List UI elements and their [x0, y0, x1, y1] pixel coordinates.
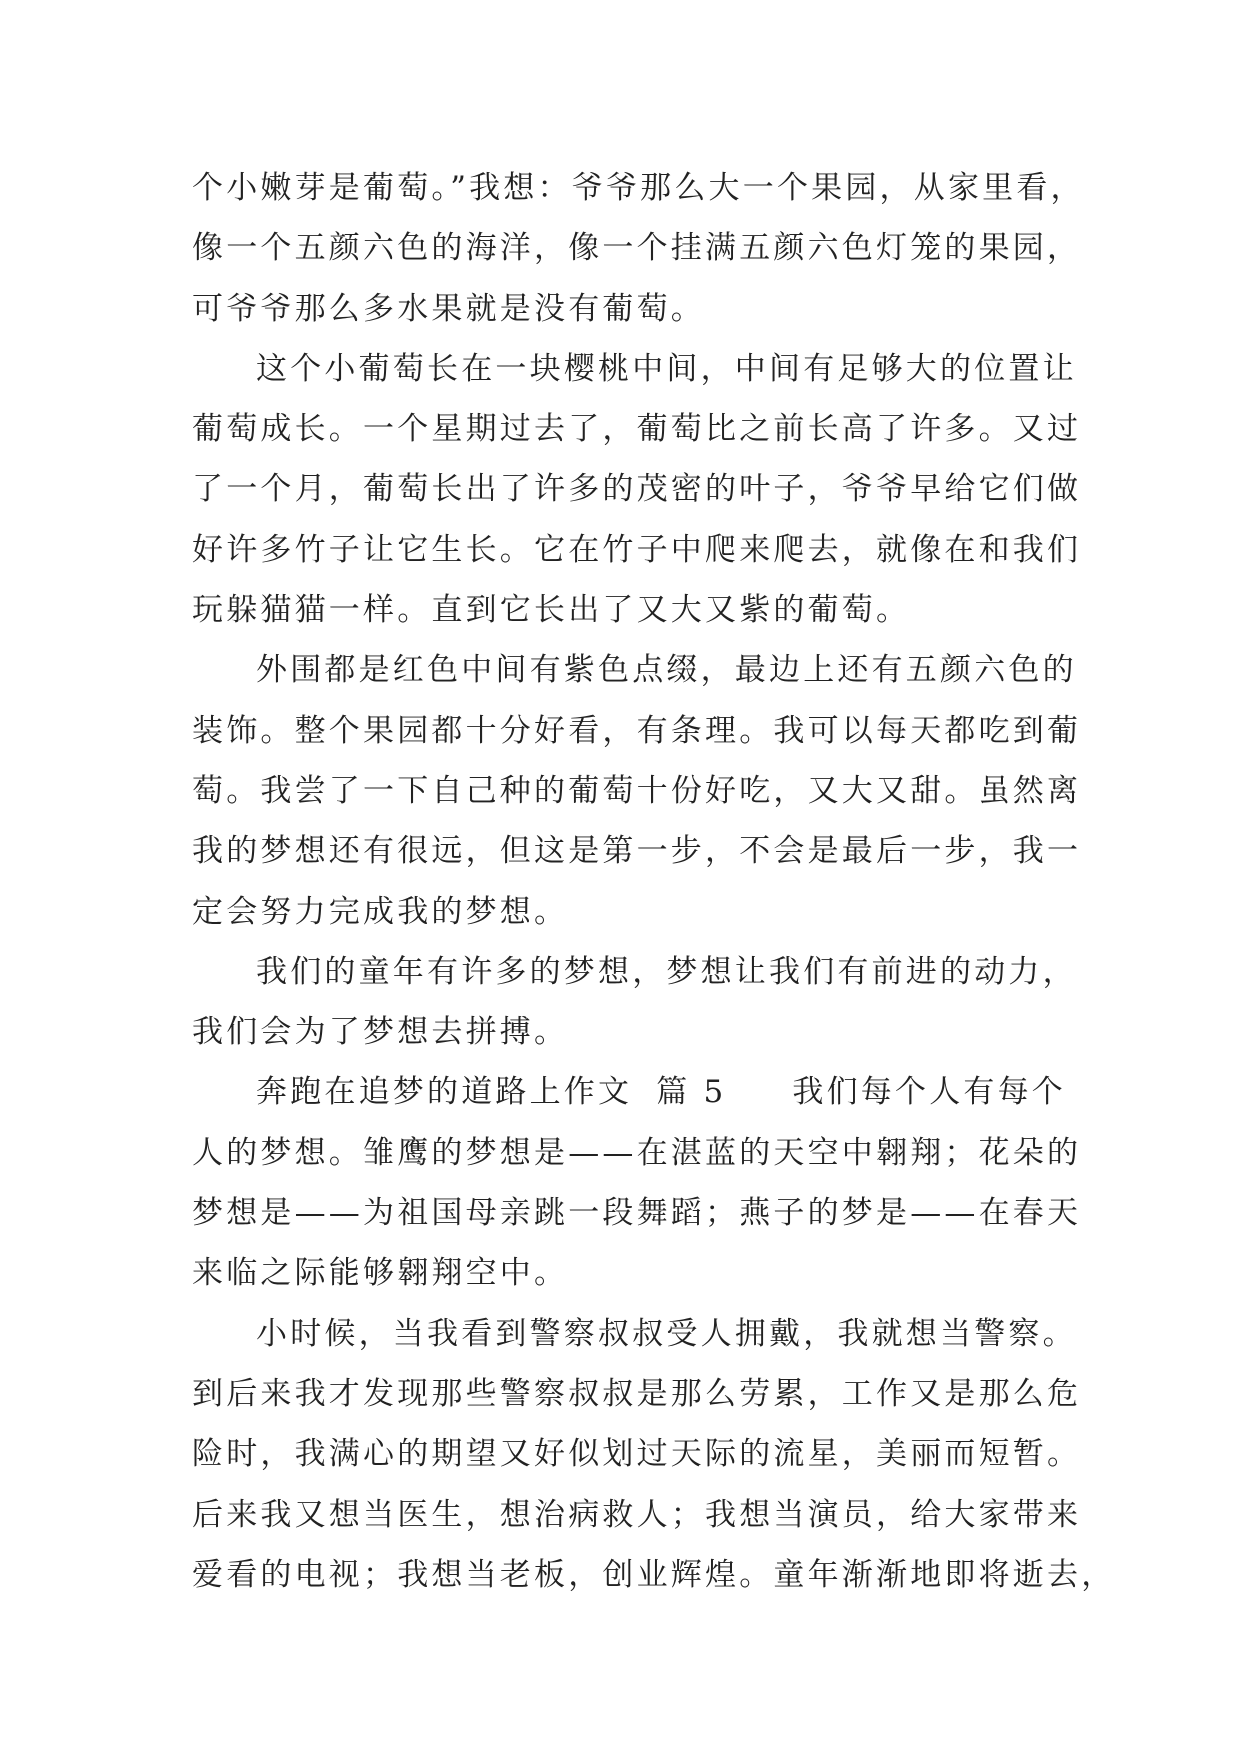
text-line: 玩躲猫猫一样。直到它长出了又大又紫的葡萄。: [192, 592, 911, 629]
text-line: 可爷爷那么多水果就是没有葡萄。: [192, 290, 705, 327]
section-title: 奔跑在追梦的道路上作文: [256, 1074, 633, 1111]
text-line: 像一个五颜六色的海洋，像一个挂满五颜六色灯笼的果园，: [192, 230, 1082, 267]
text-line: 我的梦想还有很远，但这是第一步，不会是最后一步，我一: [192, 833, 1082, 870]
text-line: 葡萄成长。一个星期过去了，葡萄比之前长高了许多。又过: [192, 411, 1082, 448]
text-line: 险时，我满心的期望又好似划过天际的流星，美丽而短暂。: [192, 1436, 1082, 1473]
text-line: 爱看的电视；我想当老板，创业辉煌。童年渐渐地即将逝去，: [192, 1556, 1116, 1593]
section-number: 篇 5: [656, 1074, 727, 1111]
paragraph-start-line: 这个小葡萄长在一块樱桃中间，中间有足够大的位置让: [256, 350, 1077, 387]
text-line: 我们会为了梦想去拼搏。: [192, 1014, 569, 1051]
text-line: 来临之际能够翱翔空中。: [192, 1255, 569, 1292]
text-line: 人的梦想。雏鹰的梦想是——在湛蓝的天空中翱翔；花朵的: [192, 1134, 1082, 1171]
text-line: 装饰。整个果园都十分好看，有条理。我可以每天都吃到葡: [192, 712, 1082, 749]
section-opening: 我们每个人有每个: [792, 1074, 1066, 1111]
section-heading-line: [192, 1062, 1066, 1122]
text-line: 好许多竹子让它生长。它在竹子中爬来爬去，就像在和我们: [192, 531, 1082, 568]
text-line: 梦想是——为祖国母亲跳一段舞蹈；燕子的梦是——在春天: [192, 1195, 1082, 1232]
text-line: 萄。我尝了一下自己种的葡萄十份好吃，又大又甜。虽然离: [192, 772, 1082, 809]
text-line: 个小嫩芽是葡萄。”我想：爷爷那么大一个果园，从家里看，: [192, 170, 1085, 206]
paragraph-start-line: 小时候，当我看到警察叔叔受人拥戴，我就想当警察。: [256, 1315, 1077, 1352]
paragraph-start-line: 外围都是红色中间有紫色点缀，最边上还有五颜六色的: [256, 652, 1077, 689]
text-line: 到后来我才发现那些警察叔叔是那么劳累，工作又是那么危: [192, 1375, 1082, 1412]
document-body: [192, 158, 1116, 1605]
text-line: 后来我又想当医生，想治病救人；我想当演员，给大家带来: [192, 1496, 1082, 1533]
text-line: 定会努力完成我的梦想。: [192, 893, 569, 930]
text-line: 了一个月，葡萄长出了许多的茂密的叶子，爷爷早给它们做: [192, 471, 1082, 508]
paragraph-start-line: 我们的童年有许多的梦想，梦想让我们有前进的动力，: [256, 953, 1077, 990]
